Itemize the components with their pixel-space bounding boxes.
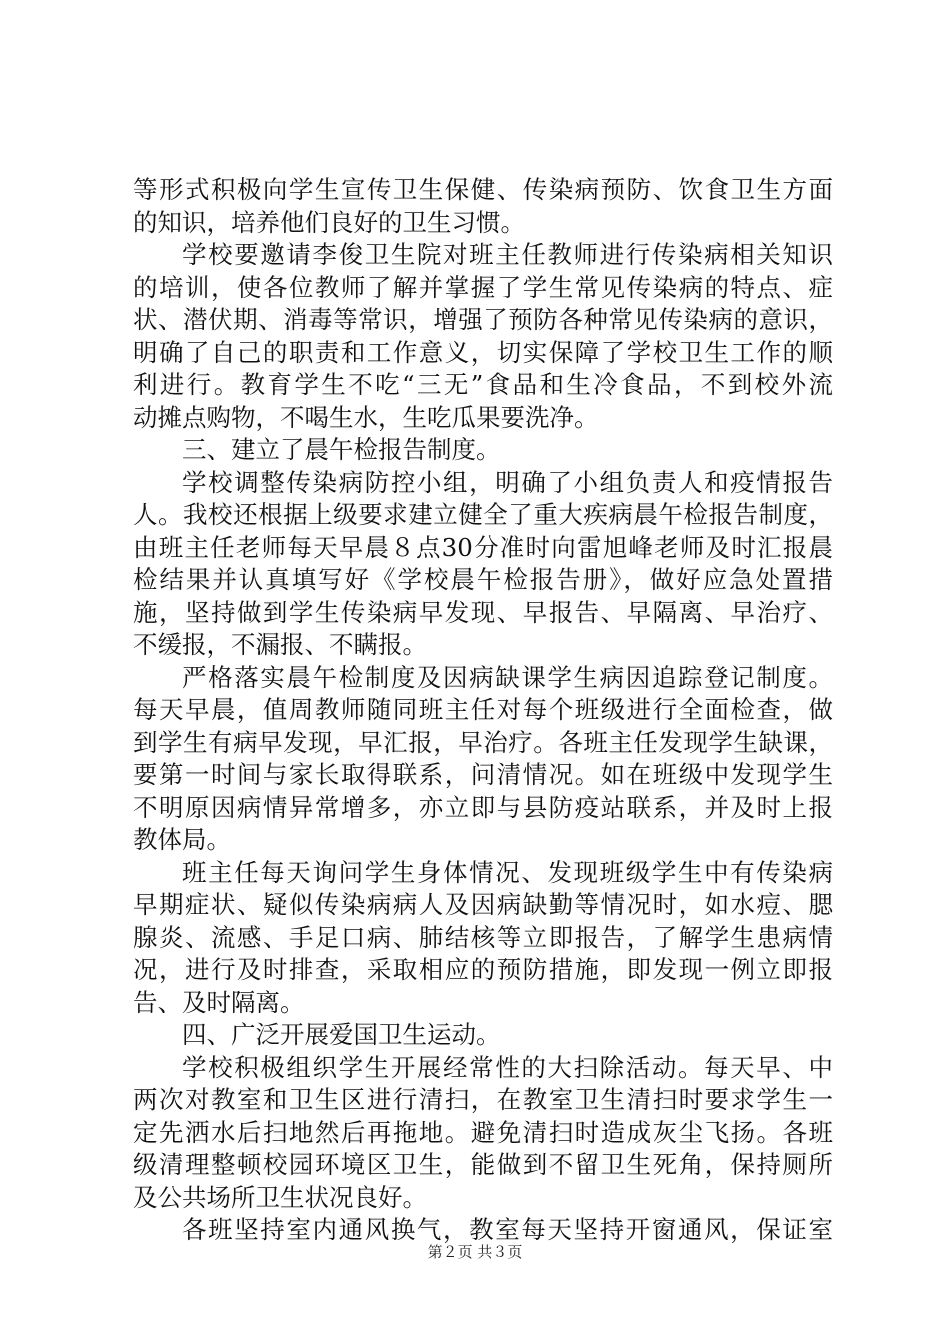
text-line: 到学生有病早发现，早汇报，早治疗。各班主任发现学生缺课， — [133, 727, 833, 757]
text-line: 早期症状、疑似传染病病人及因病缺勤等情况时，如水痘、腮 — [133, 890, 833, 919]
text-line: 腺炎、流感、手足口病、肺结核等立即报告，了解学生患病情 — [133, 922, 833, 952]
text-line: 等形式积极向学生宣传卫生保健、传染病预防、饮食卫生方面 — [133, 175, 833, 204]
text-line: 人。我校还根据上级要求建立健全了重大疾病晨午检报告制度， — [133, 500, 833, 529]
text-line: 由班主任老师每天早晨８点30分准时向雷旭峰老师及时汇报晨 — [133, 532, 833, 562]
paragraph-start-line: 学校要邀请李俊卫生院对班主任教师进行传染病相关知识 — [182, 240, 833, 269]
text-line: 要第一时间与家长取得联系，问清情况。如在班级中发现学生 — [133, 760, 833, 789]
text-line: 告、及时隔离。 — [133, 987, 305, 1017]
text-line: 的培训，使各位教师了解并掌握了学生常见传染病的特点、症 — [133, 272, 833, 302]
section-heading: 三、建立了晨午检报告制度。 — [182, 435, 501, 464]
text-line: 利进行。教育学生不吃“三无”食品和生冷食品，不到校外流 — [133, 370, 833, 399]
text-line: 施，坚持做到学生传染病早发现、早报告、早隔离、早治疗、 — [133, 597, 833, 627]
section-heading: 四、广泛开展爱国卫生运动。 — [182, 1020, 501, 1049]
text-line: 检结果并认真填写好《学校晨午检报告册》，做好应急处置措 — [133, 565, 833, 594]
text-line: 级清理整顿校园环境区卫生，能做到不留卫生死角，保持厕所 — [133, 1150, 833, 1179]
text-line: 状、潜伏期、消毒等常识，增强了预防各种常见传染病的意识， — [133, 305, 833, 334]
document-body — [133, 174, 833, 1247]
paragraph-start-line: 班主任每天询问学生身体情况、发现班级学生中有传染病 — [182, 857, 833, 887]
paragraph-start-line: 学校积极组织学生开展经常性的大扫除活动。每天早、中 — [182, 1052, 833, 1082]
page-number-footer: 第２页 共３页 — [427, 1243, 523, 1261]
text-line: 动摊点购物，不喝生水，生吃瓜果要洗净。 — [133, 402, 599, 432]
text-line: 及公共场所卫生状况良好。 — [133, 1182, 427, 1212]
paragraph-start-line: 严格落实晨午检制度及因病缺课学生病因追踪登记制度。 — [182, 662, 833, 692]
text-line: 的知识，培养他们良好的卫生习惯。 — [133, 207, 525, 237]
paragraph-start-line: 学校调整传染病防控小组，明确了小组负责人和疫情报告 — [182, 467, 833, 497]
text-line: 定先洒水后扫地然后再拖地。避免清扫时造成灰尘飞扬。各班 — [133, 1117, 833, 1147]
text-line: 两次对教室和卫生区进行清扫，在教室卫生清扫时要求学生一 — [133, 1085, 833, 1114]
paragraph-start-line: 各班坚持室内通风换气，教室每天坚持开窗通风，保证室 — [182, 1215, 833, 1244]
text-line: 教体局。 — [133, 825, 231, 854]
text-line: 不明原因病情异常增多，亦立即与县防疫站联系，并及时上报 — [133, 792, 833, 822]
text-line: 明确了自己的职责和工作意义，切实保障了学校卫生工作的顺 — [133, 337, 833, 367]
text-line: 每天早晨，值周教师随同班主任对每个班级进行全面检查，做 — [133, 695, 833, 724]
text-line: 况，进行及时排查，采取相应的预防措施，即发现一例立即报 — [133, 955, 833, 984]
text-line: 不缓报，不漏报、不瞒报。 — [133, 630, 427, 659]
